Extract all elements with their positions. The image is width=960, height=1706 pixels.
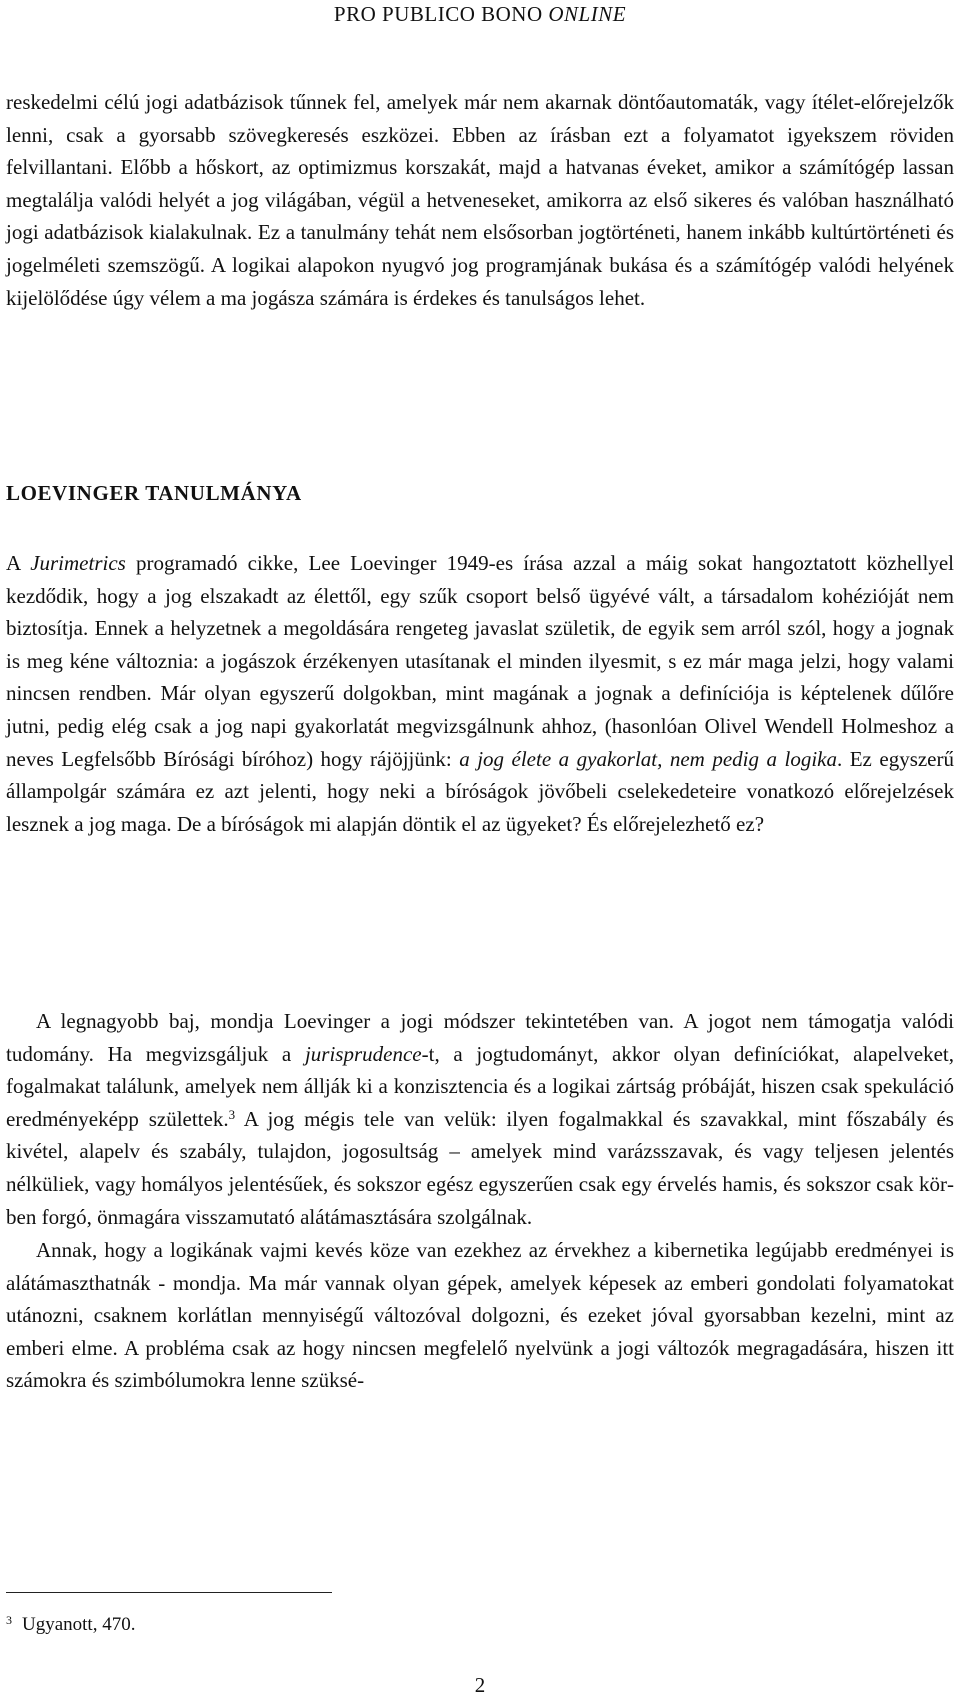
journal-subtitle: ONLINE xyxy=(548,2,627,26)
journal-title: PRO PUBLICO BONO xyxy=(333,2,543,26)
p3-middle: -t, a jogtudományt, akkor olyan definíciókat, alapelveket, fogalmakat találunk, amelyek nem állják ki a konzisztencia és a logikai zártság próbáját, hiszen csak spekuláció eredményeképp születtek. xyxy=(6,1041,955,1131)
p2-prefix: A xyxy=(6,551,31,575)
p3-italic-jurisprudence: jurisprudence xyxy=(304,1041,422,1066)
page-number: 2 xyxy=(474,1673,486,1697)
p2-suffix: . Ez egyszerű állampolgár számára ez azt jelenti, hogy neki a bíróságok jövőbeli cselekedeteire vonatkozó előrejelzések lesznek a jog maga. De a bíróságok mi alapján döntik el az ügyeket? És előrejelezhető ez? xyxy=(6,746,954,836)
p2-italic-jurimetrics: Jurimetrics xyxy=(30,551,126,575)
section-heading: LOEVINGER TANULMÁNYA xyxy=(6,481,302,505)
p2-italic-quote: a jog élete a gyakorlat, nem pedig a logika xyxy=(459,746,837,771)
footnote-divider xyxy=(6,1592,332,1593)
running-header xyxy=(0,0,960,27)
footnote-text: Ugyanott, 470. xyxy=(22,1614,136,1635)
footnote-reference[interactable]: 3 xyxy=(228,1106,236,1122)
paragraph-intro: reskedelmi célú jogi adatbázisok tűnnek fel, amelyek már nem akarnak döntőautomaták, vagy ítélet-előrejelzők lenni, csak a gyorsabb szövegkeresés eszközei. Ebben az írásban ezt a folyamatot igyekszem röviden felvillantani. Előbb a hőskort, az optimizmus korszakát, majd a hatvanas éveket, amikor a számítógép lassan megtalálja valódi helyét a jog világában, végül a hetveneseket, amikorra az első sikeres és valóban használható jogi adatbázisok kialakulnak. Ez a tanulmány tehát nem elsősorban jogtörténeti, hanem inkább kultúrtörténeti és jogelméleti szemszögű. A logikai alapokon nyugvó jog programjának bukása és a számítógép valódi helyének kijelölődése úgy vélem a ma jogásza számára is érdekes és tanulságos lehet. xyxy=(6,90,954,310)
p3-prefix: A legnagyobb baj, mondja Loevinger a jogi módszer tekintetében van. A jogot nem támogatja valódi tudomány. Ha megvizsgáljuk a xyxy=(6,1009,954,1066)
p2-middle: programadó cikke, Lee Loevinger 1949-es írása azzal a máig sokat hangoztatott közhellyel kezdődik, hogy a jog elszakadt az élettől, egy szűk csoport belső ügyévé vált, a társadalom kohézióját nem biztosítja. Ennek a helyzetnek a megoldására rengeteg javaslat születik, de egyik sem arról szól, hogy a jognak is meg kéne változnia: a jogászok érzékenyen utasítanak el minden ilyesmit, s ez már maga jelzi, hogy valami nincsen rendben. Már olyan egyszerű dolgokban, mint magának a jognak a definíciója is képtelenek dűlőre jutni, pedig elég csak a jog napi gyakorlatát megvizsgálnunk ahhoz, (hasonlóan Olivel Wendell Holmeshoz a neves Legfelsőbb Bírósági bíróhoz) hogy rájöjjünk: xyxy=(6,551,954,771)
paragraph-method xyxy=(6,1005,954,1233)
p3-suffix: A jog mégis tele van velük: ilyen fogalmakkal és szavakkal, mint főszabály és kivétel, alapelv és szabály, tulajdon, jogosultság – amelyek mind varázsszavak, és vagy teljesen jelentés nélküliek, vagy homályos jelentésűek, és sokszor egész egyszerűen csak egy érvelés hamis, és sokszor csak körben forgó, önmagára visszamutató alátámasztására szolgálnak. xyxy=(6,1106,954,1229)
paragraph-loevinger xyxy=(6,547,954,840)
footnote-number: 3 xyxy=(6,1613,12,1627)
footnote xyxy=(6,1612,135,1638)
paragraph-cybernetics: Annak, hogy a logikának vajmi kevés köze van ezekhez az érvekhez a kibernetika legújabb eredményei is alátámaszthatnák - mondja. Ma már vannak olyan gépek, amelyek képesek az emberi gondolati folyamatokat utánozni, csaknem korlátlan mennyiségű változóval dolgozni, és ezeket jóval gyorsabban kezelni, mint az emberi elme. A probléma csak az hogy nincsen megfelelő nyelvünk a jogi változók megragadására, hiszen itt számokra és szimbólumokra lenne szüksé- xyxy=(6,1238,954,1393)
